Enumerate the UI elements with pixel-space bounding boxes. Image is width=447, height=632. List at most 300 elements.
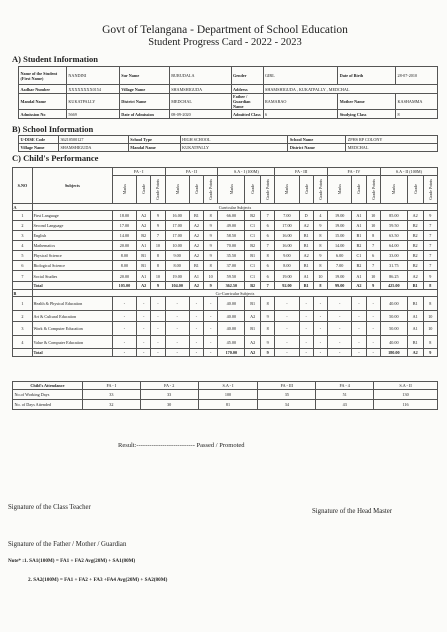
village-label: Village Name xyxy=(119,85,169,94)
group-header-fa2: FA - II xyxy=(165,168,218,176)
school-name: ZPHS RP COLONY xyxy=(346,136,438,144)
total-value: B2 xyxy=(245,282,261,290)
surname-label: Sur Name xyxy=(119,67,169,85)
cell-value: 8 xyxy=(313,241,327,251)
total-value: 7 xyxy=(261,282,275,290)
card-title: Student Progress Card - 2022 - 2023 xyxy=(148,37,302,48)
row-subject: Work & Computer Education xyxy=(32,322,112,336)
table-row xyxy=(13,297,438,311)
total-blank xyxy=(13,349,33,357)
admission-no: 5669 xyxy=(66,110,119,119)
total-value: A2 xyxy=(352,282,366,290)
row-sno: 4 xyxy=(13,241,33,251)
cell-value: 6 xyxy=(261,221,275,231)
row-subject: Physical Science xyxy=(32,251,112,261)
attendance-value: 32 xyxy=(82,400,140,410)
cell-value: 10 xyxy=(423,322,437,336)
total-value: 105.00 xyxy=(112,282,136,290)
cell-value: - xyxy=(165,297,189,311)
performance-table xyxy=(12,167,438,357)
total-value: - xyxy=(313,349,327,357)
total-value: B1 xyxy=(407,282,423,290)
subheader-grade-points xyxy=(204,176,218,204)
gender: GIRL xyxy=(263,67,338,85)
subheader-text: Grade xyxy=(412,184,418,194)
cell-value: 40.00 xyxy=(380,336,407,349)
row-sno: 2 xyxy=(13,311,33,322)
group-header-sa1: S.A - I (100M) xyxy=(218,168,275,176)
mandal-label: Mandal Name xyxy=(19,94,67,110)
cell-value: - xyxy=(189,311,203,322)
total-value: - xyxy=(328,349,352,357)
cell-value: 85.00 xyxy=(380,211,407,221)
cell-value: 7.00 xyxy=(328,261,352,271)
subheader-text: Marks xyxy=(391,183,397,195)
subheader-grade-points xyxy=(151,176,165,204)
subheader-marks xyxy=(218,176,245,204)
subheader-text: Grade Points xyxy=(427,178,433,200)
total-value: A2 xyxy=(189,282,203,290)
cell-value: - xyxy=(189,336,203,349)
cell-value: - xyxy=(112,336,136,349)
attendance-title: Child's Attendance xyxy=(13,382,83,390)
school-info-table xyxy=(18,135,438,152)
att-col-fa1: FA - I xyxy=(82,382,140,390)
school-name-label: School Name xyxy=(288,136,346,144)
cell-value: - xyxy=(299,311,313,322)
attendance-value: 33 xyxy=(140,390,198,400)
cell-value: 50.00 xyxy=(380,311,407,322)
cell-value: 8.00 xyxy=(112,251,136,261)
cell-value: 17.00 xyxy=(112,221,136,231)
attendance-value: 116 xyxy=(374,400,438,410)
cell-value: 7 xyxy=(423,221,437,231)
cell-value: A1 xyxy=(352,271,366,282)
cell-value: - xyxy=(328,311,352,322)
cell-value: B1 xyxy=(245,251,261,261)
cell-value: A2 xyxy=(189,241,203,251)
cell-value: 10 xyxy=(313,271,327,282)
subheader-marks xyxy=(112,176,136,204)
cell-value: 63.50 xyxy=(380,231,407,241)
attendance-value: 130 xyxy=(374,390,438,400)
subheader-text: Grade Points xyxy=(155,178,161,200)
cell-value: A2 xyxy=(137,221,151,231)
cell-value: 9 xyxy=(204,221,218,231)
att-col-fa4: FA - 4 xyxy=(316,382,374,390)
att-col-sa1: S.A - I xyxy=(198,382,258,390)
table-row xyxy=(13,311,438,322)
cell-value: - xyxy=(137,322,151,336)
subheader-text: Marks xyxy=(284,183,290,195)
cell-value: - xyxy=(299,297,313,311)
total-value: A2 xyxy=(407,349,423,357)
row-sno: 1 xyxy=(13,297,33,311)
cell-value: 17.00 xyxy=(165,221,189,231)
cell-value: C1 xyxy=(245,221,261,231)
total-value: - xyxy=(352,349,366,357)
mother-label: Mother Name xyxy=(338,94,396,110)
subheader-text: Marks xyxy=(228,183,234,195)
att-col-fa3: FA - III xyxy=(258,382,316,390)
subheader-marks xyxy=(380,176,407,204)
cell-value: 9 xyxy=(423,211,437,221)
total-value: - xyxy=(165,349,189,357)
cell-value: B2 xyxy=(407,261,423,271)
mother: KASHAMMA xyxy=(396,94,438,110)
cell-value: 9 xyxy=(204,251,218,261)
cell-value: B2 xyxy=(407,251,423,261)
subheader-grade xyxy=(407,176,423,204)
total-value: 9 xyxy=(366,282,380,290)
table-row xyxy=(13,336,438,349)
cell-value: - xyxy=(299,322,313,336)
cell-value: - xyxy=(204,311,218,322)
dob-label: Date of Birth xyxy=(338,67,396,85)
total-value: 99.00 xyxy=(328,282,352,290)
school-mandal: KUKATPALLY xyxy=(180,144,288,152)
cell-value: - xyxy=(275,322,299,336)
row-subject: Health & Physical Education xyxy=(32,297,112,311)
table-row xyxy=(13,261,438,271)
department-title: Govt of Telangana - Department of School Education xyxy=(102,24,348,36)
attendance-table xyxy=(12,381,438,410)
subheader-grade-points xyxy=(261,176,275,204)
total-value: - xyxy=(299,349,313,357)
cell-value: A2 xyxy=(407,211,423,221)
cell-value: 7 xyxy=(261,241,275,251)
aadhar: XXXXXXXX0154 xyxy=(66,85,119,94)
cell-value: - xyxy=(352,311,366,322)
cell-value: 7 xyxy=(261,211,275,221)
total-value: 362.50 xyxy=(218,282,245,290)
attendance-row-label: No. of Days Attended xyxy=(13,400,83,410)
cell-value: - xyxy=(204,336,218,349)
row-subject: English xyxy=(32,231,112,241)
cell-value: 7 xyxy=(423,241,437,251)
total-value: 9 xyxy=(423,349,437,357)
cell-value: 4 xyxy=(313,211,327,221)
cell-value: 10 xyxy=(366,271,380,282)
table-row xyxy=(13,221,438,231)
subheader-marks xyxy=(165,176,189,204)
subheader-grade xyxy=(189,176,203,204)
subheader-text: Marks xyxy=(337,183,343,195)
row-sno: 3 xyxy=(13,231,33,241)
cell-value: 7 xyxy=(366,261,380,271)
note-line-2: 2. SA2(100M) = FA1 + FA2 + FA3 +FA4 Avg(20M) + SA2(80M) xyxy=(28,577,168,583)
admission-date: 08-09-2020 xyxy=(169,110,231,119)
cell-value: - xyxy=(352,297,366,311)
cell-value: B2 xyxy=(352,241,366,251)
cell-value: 8 xyxy=(151,251,165,261)
cell-value: B2 xyxy=(407,231,423,241)
row-sno: 7 xyxy=(13,271,33,282)
udise-code: 36210500127 xyxy=(58,136,128,144)
cell-value: 8 xyxy=(313,261,327,271)
subheader-text: Marks xyxy=(121,183,127,195)
row-subject: Second Language xyxy=(32,221,112,231)
total-label: Total xyxy=(32,349,112,357)
cell-value: - xyxy=(151,311,165,322)
cell-value: B1 xyxy=(137,251,151,261)
total-blank xyxy=(13,282,33,290)
cell-value: 66.00 xyxy=(218,211,245,221)
cell-value: A1 xyxy=(407,322,423,336)
subheader-grade xyxy=(137,176,151,204)
attendance-value: 51 xyxy=(316,390,374,400)
cell-value: 8.00 xyxy=(275,261,299,271)
cell-value: - xyxy=(328,322,352,336)
address-label: Address xyxy=(231,85,263,94)
cell-value: 64.00 xyxy=(380,241,407,251)
cell-value: - xyxy=(165,311,189,322)
cell-value: - xyxy=(313,311,327,322)
cell-value: 20.00 xyxy=(112,241,136,251)
gender-label: Gender xyxy=(231,67,263,85)
total-value: A2 xyxy=(137,282,151,290)
cell-value: 40.00 xyxy=(380,297,407,311)
result-line: Result:--------------------------- Passed / Promoted xyxy=(118,442,245,449)
table-row xyxy=(13,211,438,221)
cell-value: B1 xyxy=(299,241,313,251)
attendance-value: 33 xyxy=(82,390,140,400)
cell-value: - xyxy=(313,336,327,349)
cell-value: 9 xyxy=(423,271,437,282)
cell-value: 37.00 xyxy=(218,261,245,271)
cell-value: 31.75 xyxy=(380,261,407,271)
subheader-text: Grade xyxy=(193,184,199,194)
cell-value: - xyxy=(137,336,151,349)
admitted-class: 6 xyxy=(263,110,338,119)
row-subject: First Language xyxy=(32,211,112,221)
attendance-value: 30 xyxy=(140,400,198,410)
cell-value: B1 xyxy=(245,322,261,336)
cell-value: - xyxy=(366,297,380,311)
cell-value: A2 xyxy=(299,251,313,261)
school-district-label: District Name xyxy=(288,144,346,152)
cell-value: A1 xyxy=(352,221,366,231)
cell-value: A2 xyxy=(189,251,203,261)
cell-value: - xyxy=(352,336,366,349)
cell-value: - xyxy=(151,336,165,349)
cell-value: A2 xyxy=(407,271,423,282)
cell-value: - xyxy=(313,297,327,311)
total-value: 170.00 xyxy=(218,349,245,357)
cell-value: A1 xyxy=(299,271,313,282)
school-type-label: School Type xyxy=(128,136,180,144)
cell-value: 7 xyxy=(423,251,437,261)
cell-value: 8 xyxy=(366,231,380,241)
cell-value: - xyxy=(204,297,218,311)
head-master-signature: Signature of the Head Master xyxy=(312,508,393,515)
cell-value: C1 xyxy=(245,231,261,241)
attendance-value: 35 xyxy=(258,390,316,400)
aadhar-label: Aadhar Number xyxy=(19,85,67,94)
class-teacher-signature: Signature of the Class Teacher xyxy=(8,504,91,511)
cell-value: - xyxy=(137,311,151,322)
subheader-text: Grade Points xyxy=(208,178,214,200)
cell-value: B2 xyxy=(137,231,151,241)
total-value: - xyxy=(366,349,380,357)
cell-value: - xyxy=(299,336,313,349)
cell-value: 45.00 xyxy=(218,336,245,349)
section-b-heading: B) School Information xyxy=(12,124,94,134)
subheader-text: Grade xyxy=(141,184,147,194)
cell-value: 19.00 xyxy=(328,271,352,282)
note-line-1: Note* :1. SA1(100M) = FA1 + FA2 Avg(20M) + SA1(80M) xyxy=(8,558,136,564)
cell-value: 6 xyxy=(366,251,380,261)
curricular-title: Curricular Subjects xyxy=(32,204,437,211)
cell-value: B1 xyxy=(299,231,313,241)
att-col-fa2: FA - 2 xyxy=(140,382,198,390)
subheader-marks xyxy=(275,176,299,204)
cell-value: 9.00 xyxy=(165,251,189,261)
subheader-grade-points xyxy=(313,176,327,204)
udise-label: U-DISE Code xyxy=(19,136,59,144)
row-sno: 3 xyxy=(13,322,33,336)
cell-value: A2 xyxy=(189,231,203,241)
attendance-row xyxy=(13,400,438,410)
cell-value: 9 xyxy=(261,311,275,322)
cell-value: B2 xyxy=(352,261,366,271)
cell-value: 7 xyxy=(151,231,165,241)
cell-value: 6 xyxy=(261,261,275,271)
total-value: 425.00 xyxy=(380,282,407,290)
district-label: District Name xyxy=(119,94,169,110)
total-value: A2 xyxy=(245,349,261,357)
cell-value: - xyxy=(204,322,218,336)
row-subject: Art & Cultural Education xyxy=(32,311,112,322)
cell-value: B1 xyxy=(407,336,423,349)
cell-value: 40.00 xyxy=(218,297,245,311)
cell-value: - xyxy=(352,322,366,336)
student-name-label: Name of the Student (First Name) xyxy=(19,67,67,85)
cell-value: 19.00 xyxy=(328,221,352,231)
row-subject: Biological Science xyxy=(32,261,112,271)
table-row xyxy=(13,322,438,336)
attendance-value: 81 xyxy=(198,400,258,410)
cell-value: 50.00 xyxy=(380,322,407,336)
mandal: KUKATPALLY xyxy=(66,94,119,110)
cell-value: 40.00 xyxy=(218,322,245,336)
cell-value: 59.50 xyxy=(218,271,245,282)
row-subject: Social Studies xyxy=(32,271,112,282)
cell-value: 9 xyxy=(204,241,218,251)
table-row xyxy=(13,231,438,241)
cell-value: A1 xyxy=(189,271,203,282)
parent-signature: Signature of the Father / Mother / Guardian xyxy=(8,541,127,548)
table-row xyxy=(13,241,438,251)
school-mandal-label: Mandal Name xyxy=(128,144,180,152)
cell-value: 8.00 xyxy=(112,261,136,271)
admitted-class-label: Admitted Class xyxy=(231,110,263,119)
studying-class: 8 xyxy=(396,110,438,119)
cell-value: 9 xyxy=(151,221,165,231)
cell-value: 7 xyxy=(423,261,437,271)
cell-value: 9 xyxy=(151,211,165,221)
total-label: Total xyxy=(32,282,112,290)
cell-value: - xyxy=(189,322,203,336)
dob: 28-07-2010 xyxy=(396,67,438,85)
admission-date-label: Date of Admission xyxy=(119,110,169,119)
cell-value: - xyxy=(112,297,136,311)
total-value: - xyxy=(151,349,165,357)
sno-header: S.NO xyxy=(13,168,33,204)
cell-value: 8 xyxy=(204,211,218,221)
cell-value: 19.00 xyxy=(275,271,299,282)
total-value: - xyxy=(189,349,203,357)
cell-value: - xyxy=(151,322,165,336)
cell-value: 16.00 xyxy=(275,241,299,251)
cell-value: - xyxy=(275,336,299,349)
cell-value: B1 xyxy=(352,231,366,241)
row-subject: Mathematics xyxy=(32,241,112,251)
total-value: 180.00 xyxy=(380,349,407,357)
cell-value: - xyxy=(328,336,352,349)
subheader-grade xyxy=(245,176,261,204)
total-value: B1 xyxy=(299,282,313,290)
cell-value: - xyxy=(189,297,203,311)
group-header-fa3: FA - III xyxy=(275,168,328,176)
cell-value: 35.50 xyxy=(218,251,245,261)
subjects-header: Subjects xyxy=(32,168,112,204)
cell-value: A1 xyxy=(407,311,423,322)
cell-value: C1 xyxy=(245,261,261,271)
cell-value: 10 xyxy=(151,241,165,251)
cell-value: 19.00 xyxy=(328,211,352,221)
cell-value: - xyxy=(275,297,299,311)
cell-value: A1 xyxy=(137,271,151,282)
attendance-value: 34 xyxy=(258,400,316,410)
cell-value: A2 xyxy=(189,221,203,231)
cell-value: - xyxy=(112,311,136,322)
cell-value: 19.00 xyxy=(165,271,189,282)
cell-value: 70.00 xyxy=(218,241,245,251)
att-col-sa2: S.A - II xyxy=(374,382,438,390)
total-value: 104.00 xyxy=(165,282,189,290)
total-value: 8 xyxy=(423,282,437,290)
cell-value: - xyxy=(112,322,136,336)
cell-value: 40.00 xyxy=(218,311,245,322)
school-type: HIGH SCHOOL xyxy=(180,136,288,144)
cell-value: 33.00 xyxy=(380,251,407,261)
cell-value: 7 xyxy=(366,241,380,251)
cell-value: 59.50 xyxy=(380,221,407,231)
cell-value: 14.00 xyxy=(328,241,352,251)
cell-value: 10 xyxy=(423,311,437,322)
village: SHAMSHIGUDA xyxy=(169,85,231,94)
row-sno: 1 xyxy=(13,211,33,221)
cell-value: 9 xyxy=(261,336,275,349)
subheader-grade xyxy=(352,176,366,204)
cell-value: B1 xyxy=(189,211,203,221)
cell-value: 49.00 xyxy=(218,221,245,231)
cell-value: 8 xyxy=(313,231,327,241)
cell-value: A1 xyxy=(352,211,366,221)
attendance-row-label: No.of Working Days xyxy=(13,390,83,400)
subheader-text: Grade xyxy=(303,184,309,194)
cell-value: 58.50 xyxy=(218,231,245,241)
subheader-text: Grade xyxy=(250,184,256,194)
attendance-value: 43 xyxy=(316,400,374,410)
cell-value: 7 xyxy=(423,231,437,241)
section-b-marker: B xyxy=(13,290,33,297)
cell-value: 17.00 xyxy=(275,221,299,231)
row-sno: 5 xyxy=(13,251,33,261)
cell-value: 10 xyxy=(366,221,380,231)
total-value: - xyxy=(275,349,299,357)
